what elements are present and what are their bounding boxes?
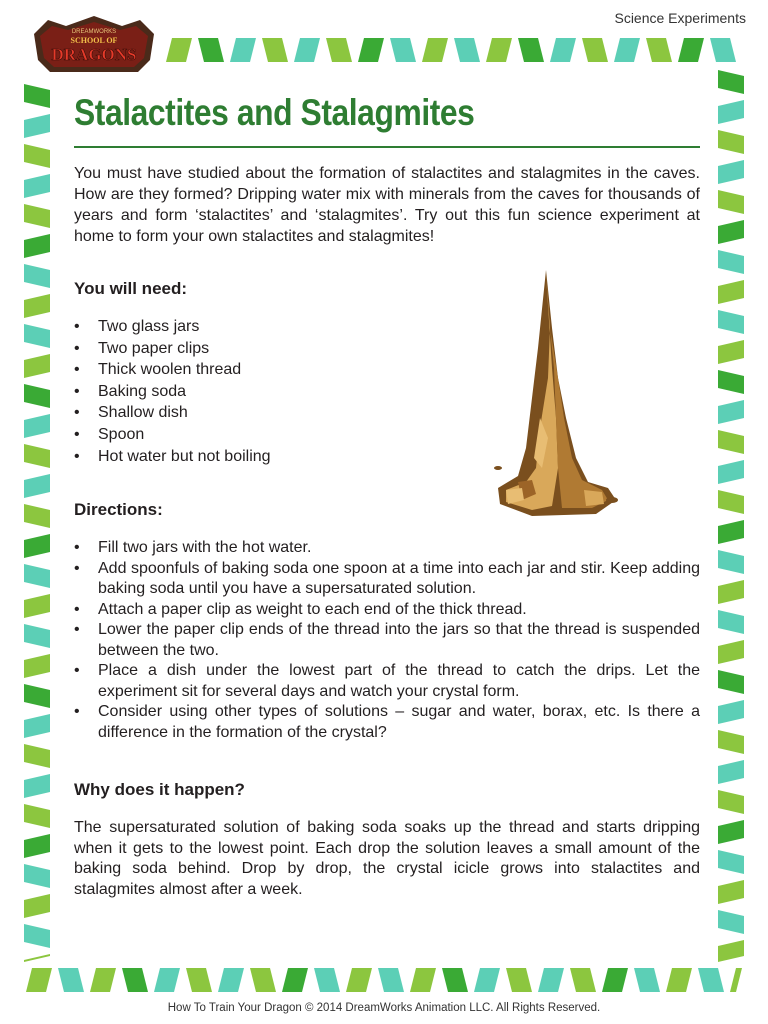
border-segment (24, 474, 50, 498)
border-segment (24, 564, 50, 588)
list-item: • Two paper clips (74, 338, 374, 360)
intro-paragraph: You must have studied about the formation of stalactites and stalagmites in the caves. How are they formed? Dripping water mix with minerals from the caves for thousands of years and form ‘stalactites’ and ‘stalagmites’. Try out this fun science experiment at home to form your own stalactites and stalagmites! (74, 165, 700, 245)
border-segment (24, 804, 50, 828)
border-segment (90, 968, 116, 992)
logo-main-text: DRAGONS (51, 45, 137, 64)
border-segment (410, 968, 436, 992)
border-segment (24, 324, 50, 348)
border-segment (454, 38, 480, 62)
border-segment (538, 968, 564, 992)
border-segment (602, 968, 628, 992)
border-segment (24, 684, 50, 708)
border-segment (24, 234, 50, 258)
border-segment (718, 400, 744, 424)
border-segment (730, 968, 742, 992)
border-segment (24, 834, 50, 858)
border-segment (718, 760, 744, 784)
border-segment (486, 38, 512, 62)
border-segment (24, 924, 50, 948)
border-segment (698, 968, 724, 992)
border-segment (378, 968, 404, 992)
border-segment (614, 38, 640, 62)
needs-list (74, 316, 374, 467)
border-segment (646, 38, 672, 62)
border-segment (718, 280, 744, 304)
border-segment (718, 610, 744, 634)
border-segment (24, 714, 50, 738)
border-segment (718, 880, 744, 904)
border-segment (24, 204, 50, 228)
border-segment (186, 968, 212, 992)
border-segment (24, 954, 50, 962)
border-segment (24, 144, 50, 168)
border-segment (294, 38, 320, 62)
border-segment (24, 594, 50, 618)
border-segment (718, 820, 744, 844)
border-segment (718, 100, 744, 124)
border-segment (250, 968, 276, 992)
border-segment (718, 550, 744, 574)
list-item: • Shallow dish (74, 402, 374, 424)
border-segment (506, 968, 532, 992)
border-segment (718, 310, 744, 334)
list-item: • Spoon (74, 424, 374, 446)
border-segment (718, 190, 744, 214)
border-segment (718, 130, 744, 154)
border-segment (718, 670, 744, 694)
border-segment (24, 84, 50, 108)
border-segment (718, 70, 744, 94)
border-segment (718, 430, 744, 454)
border-segment (718, 580, 744, 604)
list-item: • Hot water but not boiling (74, 446, 374, 468)
border-segment (24, 414, 50, 438)
border-segment (346, 968, 372, 992)
list-item: • Add spoonfuls of baking soda one spoon at a time into each jar and stir. Keep adding baking soda until you have a supersaturated solution. (74, 559, 700, 600)
border-segment (166, 38, 192, 62)
border-segment (582, 38, 608, 62)
border-segment (24, 894, 50, 918)
border-segment (634, 968, 660, 992)
border-segment (718, 640, 744, 664)
border-segment (718, 460, 744, 484)
logo-small-text: DREAMWORKS (71, 29, 117, 35)
list-item: • Attach a paper clip as weight to each end of the thick thread. (74, 600, 700, 621)
border-segment (718, 520, 744, 544)
border-segment (358, 38, 384, 62)
directions-list (74, 538, 700, 743)
border-segment (24, 624, 50, 648)
border-segment (24, 744, 50, 768)
border-segment (550, 38, 576, 62)
border-segment (154, 968, 180, 992)
list-item: • Thick woolen thread (74, 359, 374, 381)
border-segment (718, 160, 744, 184)
border-segment (666, 968, 692, 992)
border-segment (326, 38, 352, 62)
border-segment (710, 38, 736, 62)
border-segment (58, 968, 84, 992)
copyright-footer: How To Train Your Dragon © 2014 DreamWorks Animation LLC. All Rights Reserved. (167, 1002, 601, 1014)
border-segment (26, 968, 52, 992)
border-segment (718, 940, 744, 962)
border-segment (24, 174, 50, 198)
border-segment (24, 534, 50, 558)
border-segment (718, 700, 744, 724)
list-item: • Two glass jars (74, 316, 374, 338)
stalagmite-illustration (492, 268, 622, 520)
border-segment (518, 38, 544, 62)
border-segment (718, 220, 744, 244)
list-item: • Baking soda (74, 381, 374, 403)
border-segment (718, 370, 744, 394)
border-segment (718, 910, 744, 934)
border-segment (314, 968, 340, 992)
logo-sub-text: SCHOOL OF (70, 36, 118, 45)
border-segment (24, 654, 50, 678)
why-paragraph: The supersaturated solution of baking soda soaks up the thread and starts dripping when it gets to the lowest point. Each drop the solution leaves a small amount of the baking soda behind. Drop by drop, the crystal icicle grows into stalactites and stalagmites almost after a week. (74, 819, 700, 898)
border-segment (24, 294, 50, 318)
needs-heading: You will need: (74, 279, 188, 298)
border-segment (282, 968, 308, 992)
border-segment (24, 504, 50, 528)
border-segment (24, 264, 50, 288)
page-title: Stalactites and Stalagmites (74, 92, 475, 133)
border-segment (230, 38, 256, 62)
border-segment (678, 38, 704, 62)
border-segment (718, 850, 744, 874)
list-item: • Fill two jars with the hot water. (74, 538, 700, 559)
border-segment (24, 774, 50, 798)
border-segment (24, 384, 50, 408)
border-segment (198, 38, 224, 62)
why-heading: Why does it happen? (74, 780, 245, 799)
border-segment (390, 38, 416, 62)
dragons-logo (26, 14, 162, 76)
list-item: • Consider using other types of solutions – sugar and water, borax, etc. Is there a difference in the formation of the crystal? (74, 702, 700, 743)
section-label: Science Experiments (614, 10, 746, 26)
border-segment (718, 250, 744, 274)
border-segment (24, 444, 50, 468)
border-segment (24, 354, 50, 378)
directions-heading: Directions: (74, 500, 163, 519)
title-rule (74, 146, 700, 148)
border-segment (570, 968, 596, 992)
border-segment (474, 968, 500, 992)
border-segment (718, 340, 744, 364)
list-item: • Place a dish under the lowest part of the thread to catch the drips. Let the experiment sit for several days and watch your crystal form. (74, 661, 700, 702)
border-segment (422, 38, 448, 62)
border-segment (442, 968, 468, 992)
list-item: • Lower the paper clip ends of the thread into the jars so that the thread is suspended between the two. (74, 620, 700, 661)
border-segment (718, 490, 744, 514)
border-segment (24, 864, 50, 888)
border-segment (24, 114, 50, 138)
border-segment (122, 968, 148, 992)
border-segment (262, 38, 288, 62)
border-segment (718, 730, 744, 754)
border-segment (218, 968, 244, 992)
border-segment (718, 790, 744, 814)
